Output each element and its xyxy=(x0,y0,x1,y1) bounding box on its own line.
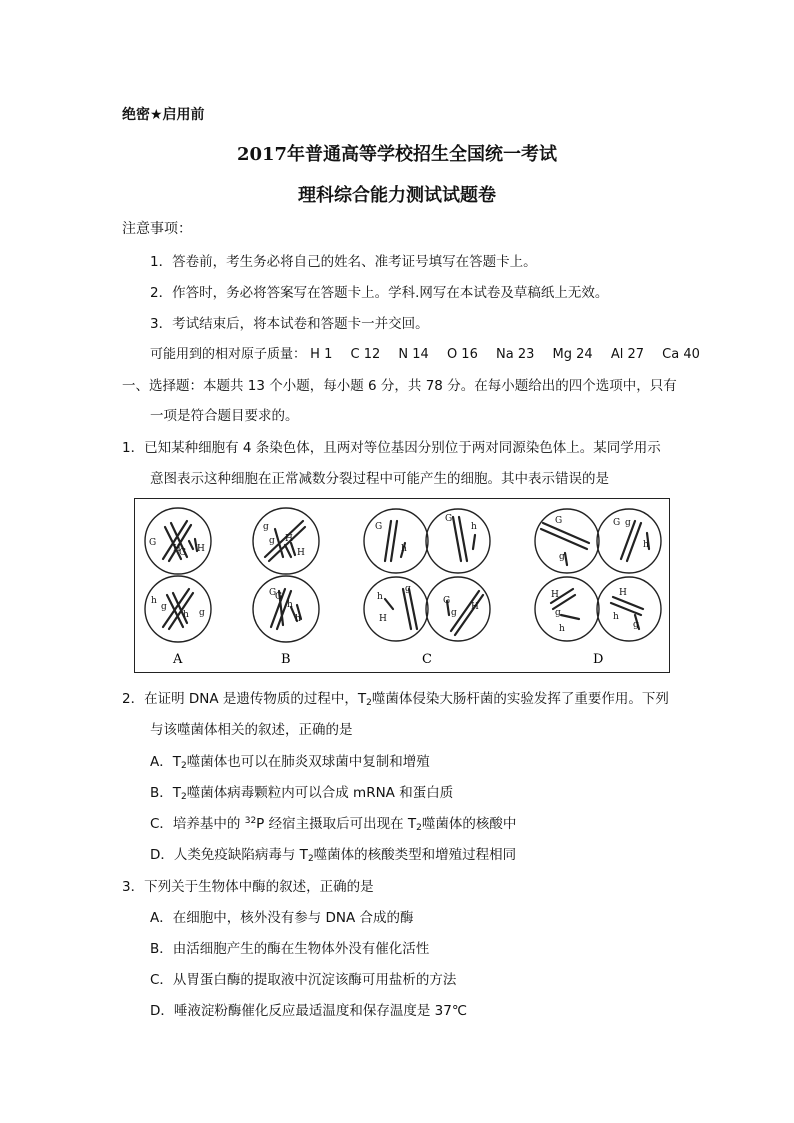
svg-text:g: g xyxy=(451,608,457,618)
question-2-option-a xyxy=(150,750,430,771)
figure-label-b: B xyxy=(281,652,291,667)
atomic-masses-label: 可能用到的相对原子质量： xyxy=(150,347,307,362)
svg-text:h: h xyxy=(183,610,189,620)
question-2-line2: 与该噬菌体相关的叙述，正确的是 xyxy=(150,722,353,738)
question-3-option-d: D．唾液淀粉酶催化反应最适温度和保存温度是 37℃ xyxy=(150,1003,468,1019)
svg-text:G: G xyxy=(179,548,187,558)
atomic-mass: Ca 40 xyxy=(662,347,700,362)
question-3-line1: 3．下列关于生物体中酶的叙述，正确的是 xyxy=(122,879,374,895)
notice-item-1: 1．答卷前，考生务必将自己的姓名、准考证号填写在答题卡上。 xyxy=(150,254,537,270)
svg-text:h: h xyxy=(401,544,407,554)
cell-circle xyxy=(364,509,428,573)
svg-text:h: h xyxy=(559,624,565,634)
secret-mark: 绝密★启用前 xyxy=(122,107,205,123)
svg-text:g: g xyxy=(633,620,639,630)
subscript: 2 xyxy=(307,854,314,864)
svg-text:H: H xyxy=(285,534,293,544)
notice-item-3: 3．考试结束后，将本试卷和答题卡一并交回。 xyxy=(150,316,429,332)
option-text: B．T xyxy=(150,785,182,801)
svg-text:G: G xyxy=(275,592,283,602)
svg-text:h: h xyxy=(151,596,157,606)
subscript: 2 xyxy=(181,792,187,802)
svg-text:g: g xyxy=(555,608,561,618)
question-2-text: 2．在证明 DNA 是遗传物质的过程中，T xyxy=(122,691,367,707)
exam-subtitle: 理科综合能力测试试题卷 xyxy=(298,185,496,206)
option-text: C．培养基中的 xyxy=(150,816,245,832)
question-2-option-d xyxy=(150,843,516,864)
question-3-option-b: B．由活细胞产生的酶在生物体外没有催化活性 xyxy=(150,941,430,957)
meiosis-diagram xyxy=(135,499,671,674)
svg-text:H: H xyxy=(619,588,627,598)
exam-title: 2017年普通高等学校招生全国统一考试 xyxy=(236,144,558,165)
notice-item-2: 2．作答时，务必将答案写在答题卡上。学科.网写在本试卷及草稿纸上无效。 xyxy=(150,285,609,301)
cell-circle xyxy=(597,577,661,641)
svg-text:h: h xyxy=(377,592,383,602)
svg-text:G: G xyxy=(555,516,563,526)
figure-label-a: A xyxy=(173,652,183,667)
figure-label-d: D xyxy=(593,652,604,667)
question-2-option-b xyxy=(150,781,453,802)
option-text: 噬菌体也可以在肺炎双球菌中复制和增殖 xyxy=(186,754,430,770)
section-heading: 一、选择题：本题共 13 个小题，每小题 6 分，共 78 分。在每小题给出的四个选项中，只有 xyxy=(122,378,677,394)
question-2-text: 噬菌体侵染大肠杆菌的实验发挥了重要作用。下列 xyxy=(371,691,669,707)
svg-text:H: H xyxy=(297,548,305,558)
option-text: D．人类免疫缺陷病毒与 T xyxy=(150,847,308,863)
section-heading-cont: 一项是符合题目要求的。 xyxy=(150,408,299,424)
svg-text:h: h xyxy=(471,522,477,532)
subscript: 2 xyxy=(366,698,372,708)
question-1-line2: 意图表示这种细胞在正常减数分裂过程中可能产生的细胞。其中表示错误的是 xyxy=(150,471,609,487)
atomic-mass: Mg 24 xyxy=(552,347,593,362)
option-text: P 经宿主摄取后可出现在 T xyxy=(256,816,417,832)
svg-text:G: G xyxy=(149,538,157,548)
svg-text:g: g xyxy=(625,518,631,528)
subscript: 2 xyxy=(416,823,422,833)
svg-text:H: H xyxy=(197,544,205,554)
question-2-option-c xyxy=(150,812,516,833)
svg-text:G: G xyxy=(613,518,621,528)
atomic-mass: Al 27 xyxy=(610,347,644,362)
svg-text:h: h xyxy=(295,614,301,624)
meiosis-figure xyxy=(134,498,670,673)
svg-text:G: G xyxy=(445,514,453,524)
svg-text:h: h xyxy=(287,600,293,610)
svg-text:g: g xyxy=(559,552,565,562)
svg-text:G: G xyxy=(443,596,451,606)
notice-heading: 注意事项： xyxy=(122,221,192,237)
option-text: A．T xyxy=(150,754,181,770)
figure-label-c: C xyxy=(422,652,432,667)
svg-text:g: g xyxy=(405,584,411,594)
svg-text:h: h xyxy=(643,540,649,550)
atomic-masses xyxy=(150,343,714,362)
atomic-mass: H 1 xyxy=(310,347,333,362)
subscript: 2 xyxy=(180,761,187,771)
option-text: 噬菌体病毒颗粒内可以合成 mRNA 和蛋白质 xyxy=(186,785,454,801)
atomic-mass: N 14 xyxy=(398,347,429,362)
svg-text:H: H xyxy=(471,602,479,612)
svg-text:H: H xyxy=(173,544,181,554)
svg-text:g: g xyxy=(269,536,275,546)
cell-circle xyxy=(364,577,428,641)
question-3-option-c: C．从胃蛋白酶的提取液中沉淀该酶可用盐析的方法 xyxy=(150,972,457,988)
svg-text:h: h xyxy=(613,612,619,622)
svg-text:G: G xyxy=(269,588,277,598)
svg-text:g: g xyxy=(199,608,205,618)
option-text: 噬菌体的核酸类型和增殖过程相同 xyxy=(313,847,517,863)
atomic-mass: Na 23 xyxy=(496,347,535,362)
question-1-line1: 1．已知某种细胞有 4 条染色体，且两对等位基因分别位于两对同源染色体上。某同学用示 xyxy=(122,440,661,456)
question-2-line1 xyxy=(122,687,669,708)
svg-text:H: H xyxy=(551,590,559,600)
atomic-mass: O 16 xyxy=(446,347,478,362)
svg-text:g: g xyxy=(161,602,167,612)
question-3-option-a: A．在细胞中，核外没有参与 DNA 合成的酶 xyxy=(150,910,414,926)
svg-text:G: G xyxy=(375,522,383,532)
svg-text:g: g xyxy=(263,522,269,532)
superscript: 32 xyxy=(244,816,257,826)
cell-circle xyxy=(535,577,599,641)
option-text: 噬菌体的核酸中 xyxy=(421,816,517,832)
atomic-mass: C 12 xyxy=(350,347,381,362)
svg-text:H: H xyxy=(379,614,387,624)
cell-circle xyxy=(253,576,319,642)
